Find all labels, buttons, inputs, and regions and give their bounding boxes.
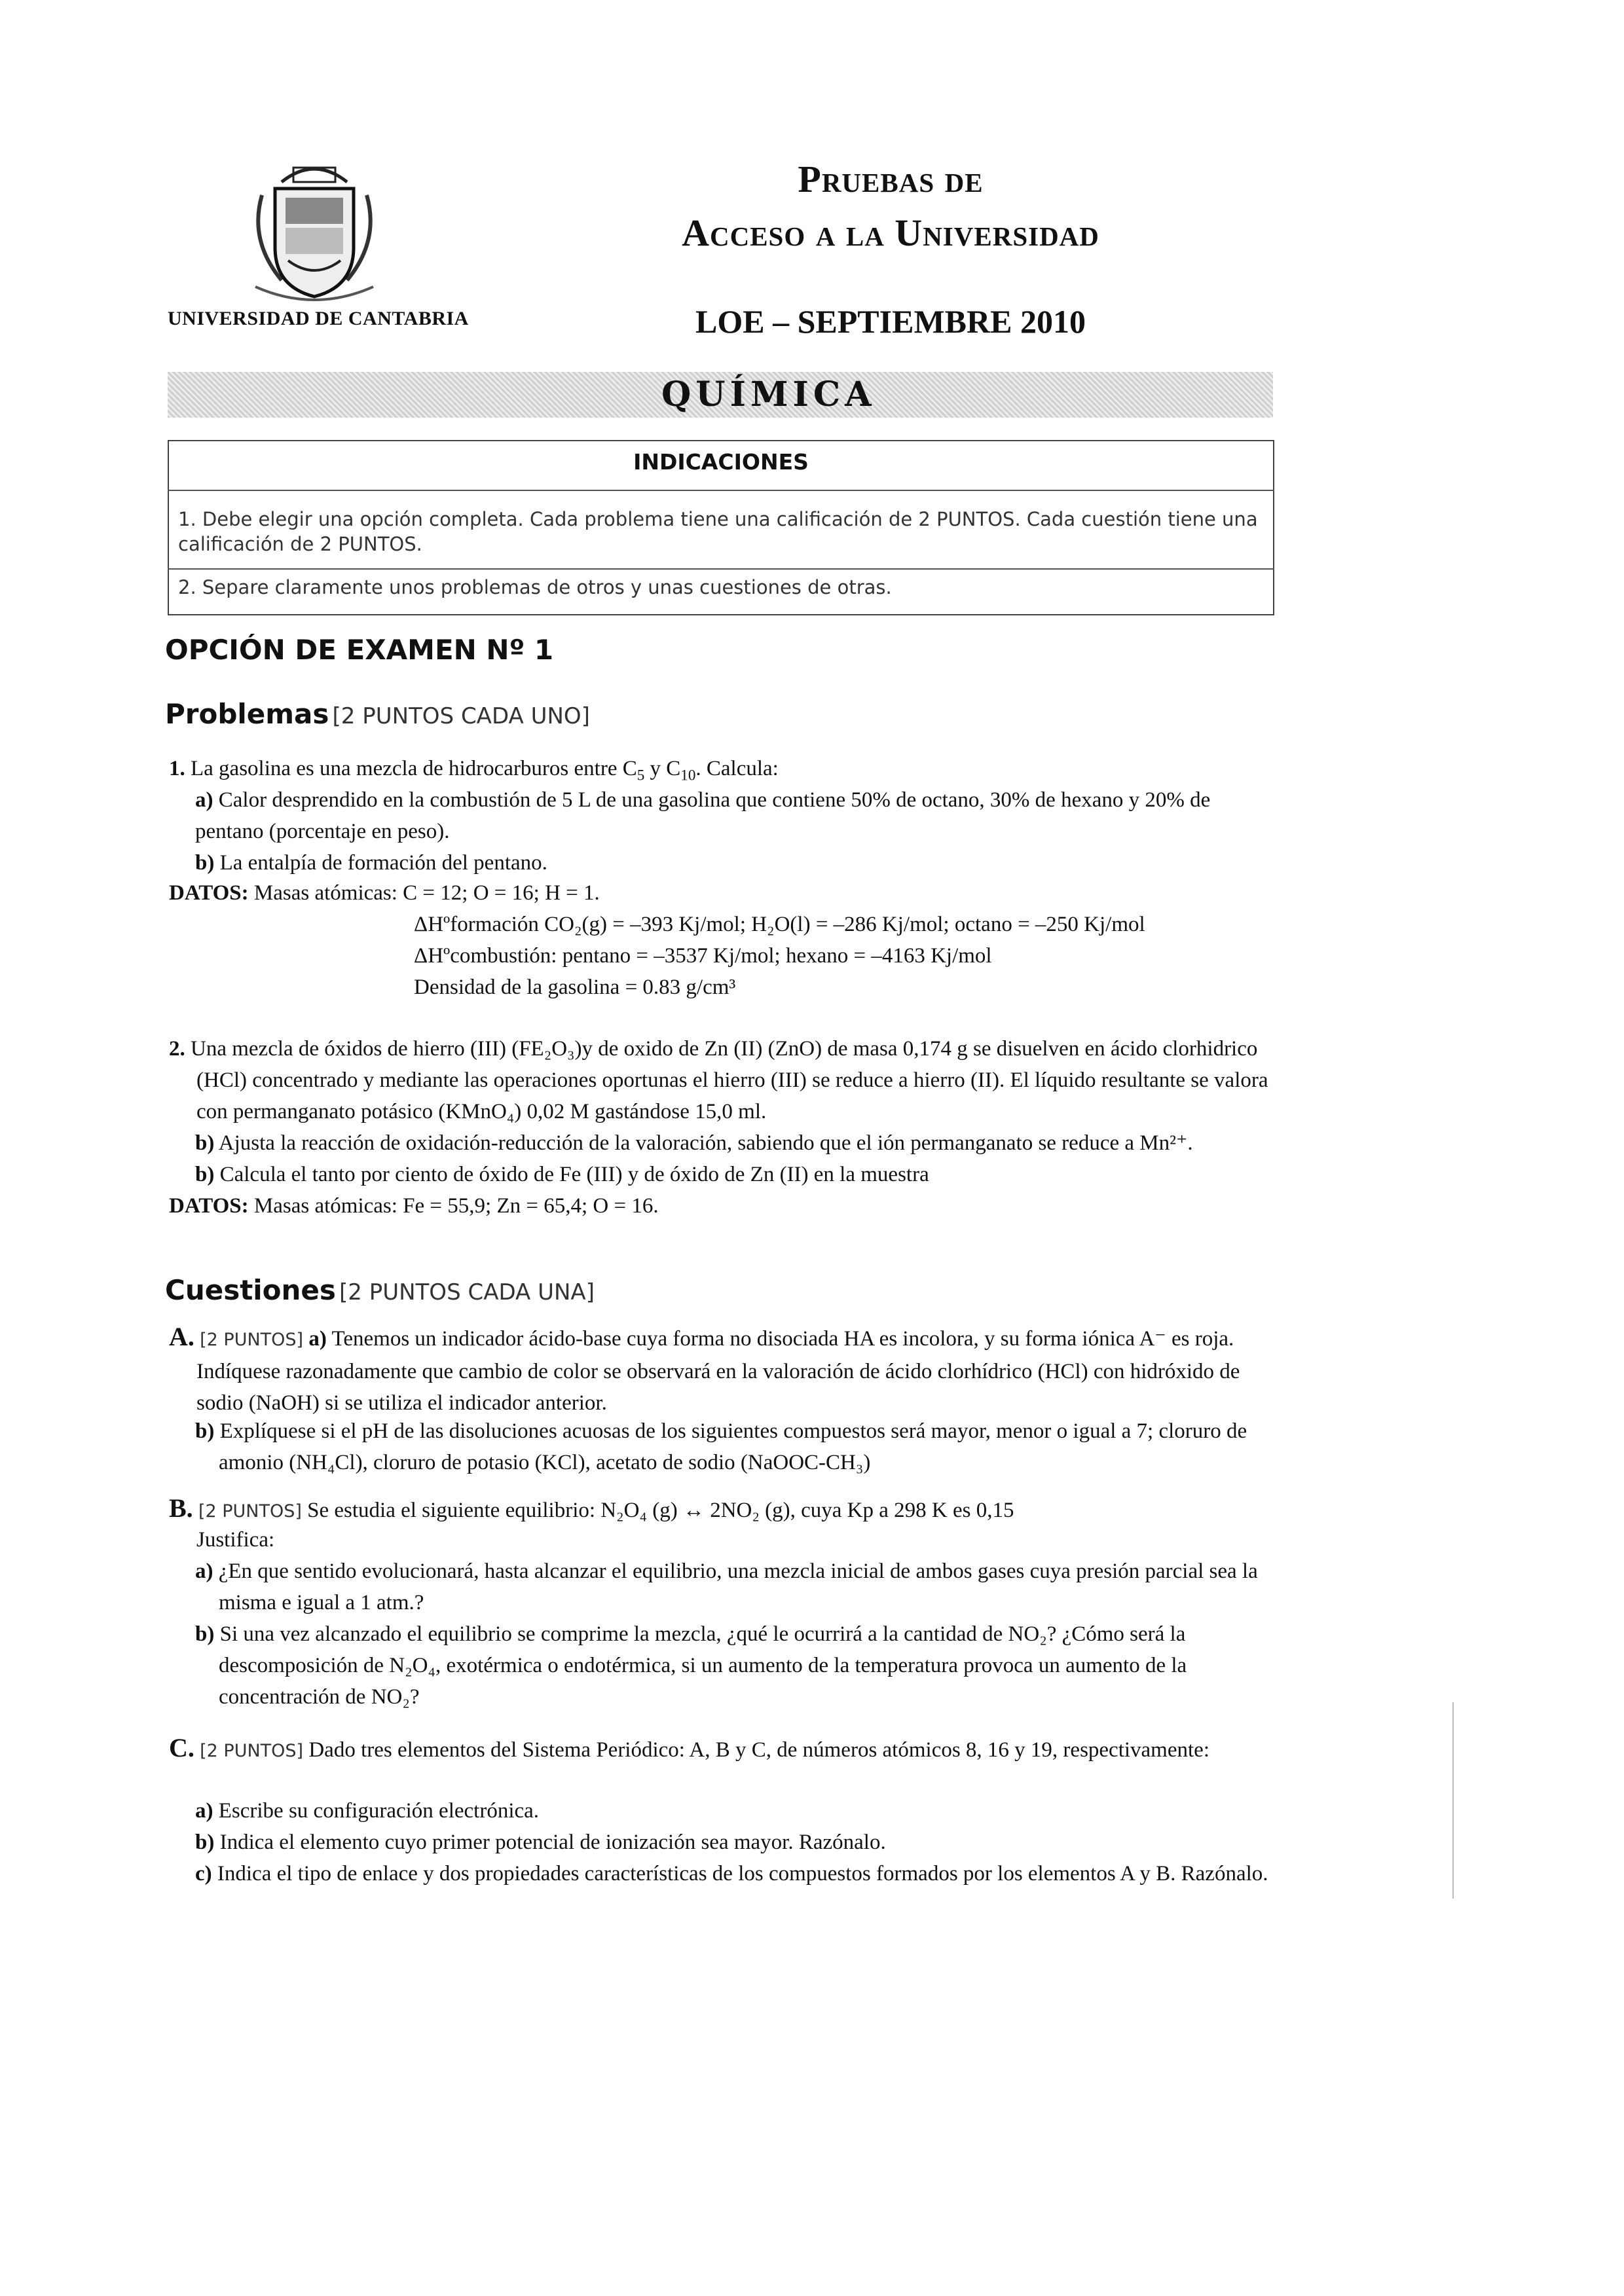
question-c-part-c xyxy=(195,1858,1276,1889)
questions-heading xyxy=(165,1274,595,1306)
question-points: [2 PUNTOS] xyxy=(200,1741,304,1761)
instruction-item xyxy=(178,575,1265,600)
part-text: Indica el elemento cuyo primer potencial de ionización sea mayor. Razónalo. xyxy=(219,1831,886,1854)
exam-session: LOE – SEPTIEMBRE 2010 xyxy=(695,303,1086,340)
question-letter: A. xyxy=(169,1322,194,1351)
part-text: La entalpía de formación del pentano. xyxy=(219,851,547,875)
question-c-part-b xyxy=(195,1827,1276,1858)
part-text: Si una vez alcanzado el equilibrio se comprime la mezcla, ¿qué le ocurrirá a la cantidad de NO₂? ¿Cómo será la descomposición de N₂O₄, exotérmica o endotérmica, si un aumento de la temperatura provoca un aumento de la concentración de NO₂? xyxy=(219,1622,1187,1709)
data-label: DATOS: xyxy=(169,881,249,905)
question-b xyxy=(169,1493,1276,1527)
part-label: a) xyxy=(195,788,213,812)
instruction-text: Separe claramente unos problemas de otros y unas cuestiones de otras. xyxy=(202,576,892,598)
questions-points: [2 PUNTOS CADA UNA] xyxy=(339,1279,595,1305)
question-letter: C. xyxy=(169,1733,194,1762)
data-label: DATOS: xyxy=(169,1194,249,1218)
problem-text: Una mezcla de óxidos de hierro (III) (FE₂O₃)y de oxido de Zn (II) (ZnO) de masa 0,174 g se disuelven en ácido clorhidrico (HCl) concentrado y mediante las operaciones oportunas el hierro (III) se reduce a hierro (II). El líquido resultante se valora con permanganato potásico (KMnO₄) 0,02 M gastándose 15,0 ml. xyxy=(191,1037,1268,1123)
university-name: UNIVERSIDAD DE CANTABRIA xyxy=(168,308,469,329)
part-label: a) xyxy=(195,1559,213,1583)
problem-1-data-line: ΔHºcombustión: pentano = –3537 Kj/mol; hexano = –4163 Kj/mol xyxy=(414,944,992,968)
problem-2-part-b xyxy=(195,1159,1276,1190)
data-text: Masas atómicas: Fe = 55,9; Zn = 65,4; O = 16. xyxy=(253,1194,659,1218)
problem-text: y C xyxy=(644,757,681,780)
question-points: [2 PUNTOS] xyxy=(200,1330,304,1350)
part-text: Indica el tipo de enlace y dos propiedades características de los compuestos formados por los elementos A y B. Razónalo. xyxy=(217,1862,1268,1886)
data-text: Masas atómicas: C = 12; O = 16; H = 1. xyxy=(253,881,600,905)
instructions-title: INDICACIONES xyxy=(633,449,809,475)
part-label: a) xyxy=(195,1799,213,1823)
problem-number: 2. xyxy=(169,1037,185,1061)
problems-heading xyxy=(165,698,590,730)
question-a-part-b xyxy=(195,1415,1276,1478)
part-text: Tenemos un indicador ácido-base cuya forma no disociada HA es incolora, y su forma iónica A⁻ es roja. Indíquese razonadamente que cambio de color se observará en la valoración de ácido clorhídrico (HCl) con hidróxido de sodio (NaOH) si se utiliza el indicador anterior. xyxy=(196,1327,1240,1415)
instructions-divider xyxy=(168,568,1274,570)
question-b-part-b xyxy=(195,1618,1276,1713)
subscript: 5 xyxy=(637,766,645,784)
question-text: Dado tres elementos del Sistema Periódico: A, B y C, de números atómicos 8, 16 y 19, respectivamente: xyxy=(308,1738,1209,1762)
question-c xyxy=(169,1732,1276,1767)
problem-1-data xyxy=(169,877,1276,909)
part-label: b) xyxy=(195,1131,215,1155)
option-title: OPCIÓN DE EXAMEN Nº 1 xyxy=(165,634,554,666)
part-text: Calor desprendido en la combustión de 5 L de una gasolina que contiene 50% de octano, 30% de hexano y 20% de pentano (porcentaje en peso). xyxy=(195,788,1211,843)
instruction-number: 1. xyxy=(178,508,196,530)
problem-2-intro xyxy=(169,1033,1276,1127)
problem-number: 1. xyxy=(169,757,185,780)
questions-title: Cuestiones xyxy=(165,1274,336,1306)
problem-1-data-line: Densidad de la gasolina = 0.83 g/cm³ xyxy=(414,975,736,999)
instruction-item xyxy=(178,507,1265,556)
part-label: b) xyxy=(195,1163,215,1186)
instruction-text: Debe elegir una opción completa. Cada problema tiene una calificación de 2 PUNTOS. Cada cuestión tiene una calificación de 2 PUNTOS. xyxy=(178,508,1258,555)
part-label: b) xyxy=(195,851,215,875)
problem-text: La gasolina es una mezcla de hidrocarburos entre C xyxy=(191,757,637,780)
part-text: Calcula el tanto por ciento de óxido de Fe (III) y de óxido de Zn (II) en la muestra xyxy=(219,1163,929,1186)
part-label: a) xyxy=(308,1327,327,1351)
scan-margin-line xyxy=(1452,1702,1454,1899)
problem-text: . Calcula: xyxy=(695,757,779,780)
part-label: b) xyxy=(195,1831,215,1854)
question-points: [2 PUNTOS] xyxy=(198,1501,302,1522)
problems-title: Problemas xyxy=(165,698,329,730)
problems-points: [2 PUNTOS CADA UNO] xyxy=(332,703,590,729)
part-text: Explíquese si el pH de las disoluciones acuosas de los siguientes compuestos será mayor, menor o igual a 7; cloruro de amonio (NH₄Cl), cloruro de potasio (KCl), acetato de sodio (NaOOC-CH₃) xyxy=(219,1419,1247,1474)
question-b-justify: Justifica: xyxy=(196,1528,275,1552)
part-label: b) xyxy=(195,1419,215,1443)
instructions-divider xyxy=(168,490,1274,491)
problem-1-part-a xyxy=(195,784,1276,847)
exam-title-line1: Pruebas de xyxy=(798,158,984,200)
instruction-number: 2. xyxy=(178,576,196,598)
part-label: c) xyxy=(195,1862,212,1886)
part-text: Escribe su configuración electrónica. xyxy=(218,1799,540,1823)
problem-2-part-a xyxy=(195,1127,1276,1159)
problem-1-part-b xyxy=(195,847,1276,879)
subscript: 10 xyxy=(680,766,696,784)
part-text: Ajusta la reacción de oxidación-reducción de la valoración, sabiendo que el ión permanganato se reduce a Mn²⁺. xyxy=(218,1131,1193,1155)
question-text: Se estudia el siguiente equilibrio: N₂O₄ (g) ↔ 2NO₂ (g), cuya Kp a 298 K es 0,15 xyxy=(307,1499,1014,1522)
problem-1-data-line: ΔHºformación CO₂(g) = –393 Kj/mol; H₂O(l) = –286 Kj/mol; octano = –250 Kj/mol xyxy=(414,913,1145,936)
part-text: ¿En que sentido evolucionará, hasta alcanzar el equilibrio, una mezcla inicial de ambos gases cuya presión parcial sea la misma e igual a 1 atm.? xyxy=(218,1559,1258,1614)
question-c-part-a xyxy=(195,1795,1276,1827)
university-crest xyxy=(242,156,386,306)
exam-title-line2: Acceso a la Universidad xyxy=(682,211,1099,254)
subject-title: QUÍMICA xyxy=(661,374,876,414)
problem-2-data xyxy=(169,1190,1276,1222)
question-a xyxy=(169,1321,1276,1419)
part-label: b) xyxy=(195,1622,215,1646)
question-letter: B. xyxy=(169,1493,193,1523)
question-b-part-a xyxy=(195,1556,1276,1618)
